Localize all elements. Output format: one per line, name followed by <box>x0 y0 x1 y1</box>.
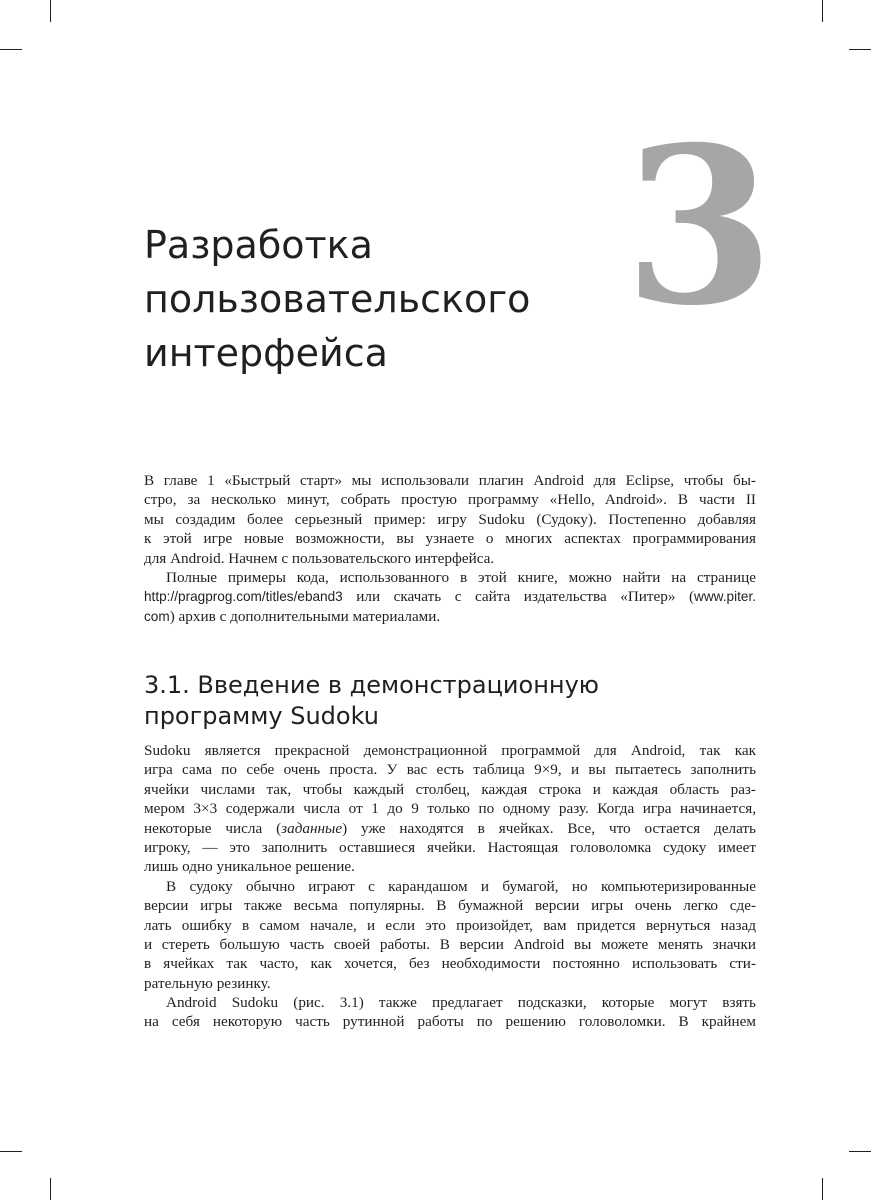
text-line: мером 3×3 содержали числа от 1 до 9 только по одному разу. Когда игра начинается, <box>144 800 756 818</box>
chapter-title-line: интерфейса <box>144 331 388 375</box>
text-line: лишь одно уникальное решение. <box>144 858 355 876</box>
text-line: В главе 1 «Быстрый старт» мы использовали плагин Android для Eclipse, чтобы бы- <box>144 472 756 489</box>
text-line: для Android. Начнем с пользовательского интерфейса. <box>144 549 495 567</box>
text-line: некоторые числа (заданные) уже находятся в ячейках. Все, что остается делать <box>144 819 756 837</box>
section-text <box>144 741 756 1032</box>
text-line: ячейки числами так, чтобы каждый столбец, каждая строка и каждая область раз- <box>144 780 756 798</box>
text-line: версии игры также весьма популярны. В бумажной версии игры очень легко сде- <box>144 897 756 915</box>
text-line: мы создадим более серьезный пример: игру Sudoku (Судоку). Постепенно добавляя <box>144 510 756 528</box>
chapter-title-line: пользовательского <box>144 277 531 321</box>
link-piter-cont[interactable]: com <box>144 608 170 624</box>
text-line: игра сама по себе очень проста. У вас есть таблица 9×9, и вы пытаетесь заполнить <box>144 761 756 779</box>
text-line: к этой игре новые возможности, вы узнаете о многих аспектах программирования <box>144 530 756 548</box>
text-line: на себя некоторую часть рутинной работы по решению головоломки. В крайнем <box>144 1013 756 1031</box>
text-line: рательную резинку. <box>144 974 271 992</box>
link-piter[interactable]: www.piter. <box>694 589 756 605</box>
text-line: Sudoku является прекрасной демонстрационной программой для Android, так как <box>144 742 756 759</box>
emphasis-term: заданные <box>281 819 343 837</box>
text-line: стро, за несколько минут, собрать простую программу «Hello, Android». В части II <box>144 491 756 509</box>
text-line: http://pragprog.com/titles/eband3 или скачать с сайта издательства «Питер» (www.piter. <box>144 588 756 606</box>
section-heading <box>144 670 756 732</box>
text-line: Полные примеры кода, использованного в этой книге, можно найти на странице <box>166 568 756 586</box>
chapter-title <box>144 218 604 380</box>
chapter-title-line: Разработка <box>144 223 373 267</box>
link-pragprog[interactable]: http://pragprog.com/titles/eband3 <box>144 589 343 605</box>
crop-mark-bottom-left <box>50 1178 51 1200</box>
crop-mark-top-left <box>50 0 51 22</box>
crop-mark-top-right-h <box>849 49 871 50</box>
text-line: игроку, — это заполнить оставшиеся ячейки. Настоящая головоломка судоку имеет <box>144 838 756 856</box>
text-line: в ячейках так часто, как хочется, без необходимости постоянно использовать сти- <box>144 955 756 973</box>
text-line: и стереть большую часть своей работы. В версии Android вы можете менять значки <box>144 935 756 953</box>
intro-text <box>144 471 756 626</box>
text-line: В судоку обычно играют с карандашом и бумагой, но компьютеризированные <box>166 877 756 895</box>
crop-mark-bottom-right-h <box>849 1151 871 1152</box>
chapter-number: 3 <box>624 99 771 353</box>
section-heading-line: 3.1. Введение в демонстрационную <box>144 671 599 699</box>
crop-mark-bottom-left-h <box>0 1151 22 1152</box>
crop-mark-top-right <box>822 0 823 22</box>
text-line: Android Sudoku (рис. 3.1) также предлагает подсказки, которые могут взять <box>166 994 756 1012</box>
text-line: лать ошибку в самом начале, и если это произойдет, вам придется вернуться назад <box>144 916 756 934</box>
crop-mark-bottom-right <box>822 1178 823 1200</box>
crop-mark-top-left-h <box>0 49 22 50</box>
section-heading-line: программу Sudoku <box>144 702 379 730</box>
text-line: com) архив с дополнительными материалами. <box>144 607 441 625</box>
